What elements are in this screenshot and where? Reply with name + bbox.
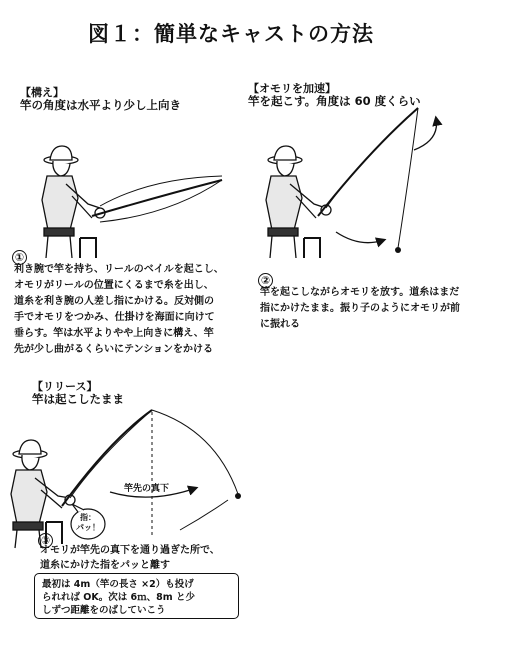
- section2-body: [260, 285, 460, 333]
- section1-line: 利き腕で竿を持ち、リールのベイルを起こし、: [14, 264, 224, 275]
- step-2-number: ②: [258, 273, 273, 288]
- section1-line: 手でオモリをつかみ、仕掛けを海面に向けて: [14, 312, 215, 323]
- section2-subtitle: 竿を起こす。角度は 60 度くらい: [248, 94, 421, 108]
- tip-note-box: [34, 573, 239, 619]
- section3-line: オモリが竿先の真下を通り過ぎた所で、: [40, 545, 220, 556]
- note-line: 最初は 4m（竿の長さ ×2）も投げ: [42, 579, 194, 590]
- rod-tip-nadir-label: 竿先の真下: [124, 484, 170, 494]
- angler-figure-3: [11, 440, 75, 548]
- step-1-number: ①: [12, 250, 27, 265]
- section3-body: [40, 543, 220, 573]
- section1-subtitle: 竿の角度は水平より少し上向き: [20, 98, 181, 112]
- section1-body: [14, 262, 224, 358]
- section2-line: に振れる: [260, 319, 300, 330]
- finger-release-bubble: [72, 513, 104, 533]
- section3-heading: 【リリース】: [32, 380, 98, 393]
- section2-heading: 【オモリを加速】: [248, 82, 336, 95]
- section1-line: 垂らす。竿は水平よりやや上向きに構え、竿: [14, 328, 214, 339]
- angler-figure-2: [266, 146, 331, 258]
- section1-line: オモリがリールの位置にくるまで糸を出し、: [14, 280, 214, 291]
- note-line: しずつ距離をのばしていこう: [42, 605, 166, 616]
- section2-line: 竿を起こしながらオモリを放す。道糸はまだ: [260, 287, 460, 298]
- note-line: られれば OK。次は 6ｍ、8m と少: [42, 592, 195, 603]
- section1-line: 道糸を利き腕の人差し指にかける。反対側の: [14, 296, 214, 307]
- section2-line: 指にかけたまま。振り子のようにオモリが前: [260, 303, 460, 314]
- section3-line: 道糸にかけた指をパッと離す: [40, 560, 170, 571]
- section1-line: 先が少し曲がるくらいにテンションをかける: [14, 344, 214, 355]
- bubble-line: パッ！: [76, 523, 100, 532]
- section3-subtitle: 竿は起こしたまま: [32, 392, 124, 406]
- bubble-line: 指：: [80, 513, 96, 522]
- section1-heading: 【構え】: [20, 86, 64, 99]
- step-3-number: ③: [38, 533, 53, 548]
- page-title: 図１：簡単なキャストの方法: [88, 22, 374, 46]
